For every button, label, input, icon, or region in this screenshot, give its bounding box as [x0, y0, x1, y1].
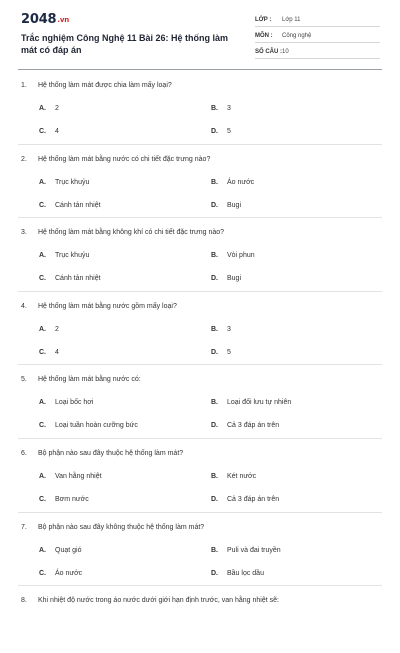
question-item — [0, 364, 400, 432]
option-text: Két nước — [227, 473, 257, 480]
option-letter: D. — [211, 275, 218, 283]
option-letter: C. — [39, 422, 46, 430]
option-letter: D. — [211, 201, 218, 209]
meta-label: LỚP : — [255, 17, 272, 23]
site-logo[interactable] — [21, 12, 69, 27]
answer-option[interactable] — [211, 275, 241, 282]
option-letter: D. — [211, 422, 218, 430]
answer-option[interactable] — [39, 252, 89, 259]
option-letter: A. — [39, 546, 46, 554]
answer-option[interactable] — [211, 252, 255, 259]
option-text: Quạt gió — [55, 546, 82, 554]
option-letter: C. — [39, 128, 46, 135]
meta-value: Lớp 11 — [282, 17, 301, 23]
option-letter: C. — [39, 348, 46, 356]
option-text: Áo nước — [227, 178, 255, 186]
question-number: 4. — [21, 302, 27, 310]
answer-option[interactable] — [211, 570, 264, 577]
question-divider — [18, 217, 382, 218]
question-text: Hệ thống làm mát được chia làm mấy loại? — [38, 82, 172, 89]
option-letter: B. — [211, 473, 218, 480]
question-text: Khi nhiệt độ nước trong áo nước dưới giới hạn định trước, van hằng nhiệt sẽ: — [38, 597, 279, 605]
option-text: Cánh tản nhiệt — [55, 275, 101, 283]
answer-option[interactable] — [39, 128, 59, 135]
option-letter: A. — [39, 473, 46, 480]
answer-option[interactable] — [211, 179, 254, 186]
option-letter: D. — [211, 348, 218, 356]
option-text: 2 — [55, 105, 59, 112]
option-letter: A. — [39, 399, 46, 407]
option-letter: D. — [211, 128, 218, 135]
question-divider — [18, 144, 382, 145]
option-letter: B. — [211, 399, 218, 407]
answer-option[interactable] — [39, 422, 138, 429]
question-number: 7. — [21, 523, 27, 531]
meta-value: Công nghệ — [282, 33, 312, 39]
logo-text: 2048 — [21, 12, 57, 27]
option-letter: B. — [211, 325, 218, 333]
option-text: Van hằng nhiệt — [55, 473, 102, 480]
question-number: 1. — [21, 82, 27, 89]
option-letter: A. — [39, 105, 46, 112]
option-letter: B. — [211, 546, 218, 554]
option-text: 5 — [227, 348, 231, 356]
answer-option[interactable] — [39, 547, 81, 554]
answer-option[interactable] — [211, 128, 231, 135]
option-letter: A. — [39, 252, 46, 260]
answer-option[interactable] — [39, 105, 59, 112]
option-text: 3 — [227, 325, 231, 333]
meta-class — [255, 14, 380, 27]
question-text: Bộ phận nào sau đây thuộc hệ thống làm mát? — [38, 450, 184, 457]
answer-option[interactable] — [39, 275, 101, 282]
option-letter: A. — [39, 178, 46, 186]
option-letter: C. — [39, 496, 46, 503]
question-text: Bộ phận nào sau đây không thuộc hệ thống làm mát? — [38, 523, 205, 531]
option-letter: C. — [39, 569, 46, 577]
meta-label: MÔN : — [255, 33, 273, 39]
meta-label: SỐ CÂU : — [255, 49, 282, 55]
answer-option[interactable] — [39, 349, 59, 356]
answer-option[interactable] — [211, 547, 281, 554]
option-text: Áo nước — [55, 569, 83, 577]
option-text: Vòi phun — [227, 252, 255, 260]
question-number: 2. — [21, 155, 27, 163]
logo-tld: .vn — [57, 16, 69, 24]
question-item — [0, 70, 400, 138]
document-title: Trắc nghiệm Công Nghệ 11 Bài 26: Hệ thống làm mát có đáp án — [21, 33, 229, 55]
meta-question-count — [255, 46, 380, 59]
question-number: 8. — [21, 597, 27, 605]
answer-option[interactable] — [211, 202, 241, 209]
option-text: Puli và đai truyền — [227, 546, 281, 554]
option-letter: C. — [39, 201, 46, 209]
answer-option[interactable] — [39, 202, 101, 209]
question-divider — [18, 291, 382, 292]
answer-option[interactable] — [211, 422, 279, 429]
option-text: Trục khuỷu — [55, 252, 90, 260]
option-text: Bugi — [227, 275, 242, 283]
option-letter: B. — [211, 178, 218, 186]
option-letter: D. — [211, 569, 218, 577]
answer-option[interactable] — [39, 496, 89, 503]
question-divider — [18, 364, 382, 365]
meta-value: 10 — [282, 49, 289, 55]
option-text: Bơm nước — [55, 496, 89, 503]
question-text: Hệ thống làm mát bằng nước có: — [38, 376, 141, 384]
question-item — [0, 512, 400, 580]
option-text: Bầu lọc dầu — [227, 569, 264, 577]
option-text: Cả 3 đáp án trên — [227, 496, 280, 503]
option-text: 4 — [55, 128, 59, 135]
option-letter: B. — [211, 252, 218, 260]
answer-option[interactable] — [211, 349, 231, 356]
answer-option[interactable] — [211, 399, 291, 406]
answer-option[interactable] — [211, 105, 231, 112]
option-text: 3 — [227, 105, 231, 112]
question-divider — [18, 512, 382, 513]
question-text: Hệ thống làm mát bằng không khí có chi tiết đặc trưng nào? — [38, 229, 225, 237]
option-text: Cánh tản nhiệt — [55, 201, 101, 209]
question-list — [0, 70, 400, 605]
answer-option[interactable] — [39, 399, 93, 406]
question-item — [0, 217, 400, 285]
answer-option[interactable] — [211, 473, 256, 480]
question-item — [0, 144, 400, 212]
option-letter: A. — [39, 325, 46, 333]
answer-option[interactable] — [39, 179, 89, 186]
meta-subject — [255, 30, 380, 43]
option-text: Trục khuỷu — [55, 178, 90, 186]
question-text: Hệ thống làm mát bằng nước có chi tiết đặc trưng nào? — [38, 155, 211, 163]
option-text: 5 — [227, 128, 231, 135]
question-text: Hệ thống làm mát bằng nước gồm mấy loại? — [38, 302, 177, 310]
option-text: Loại tuần hoàn cưỡng bức — [55, 422, 138, 430]
page-header — [0, 0, 400, 68]
question-number: 3. — [21, 229, 27, 237]
option-text: 2 — [55, 325, 59, 333]
option-text: 4 — [55, 348, 59, 356]
option-text: Cả 3 đáp án trên — [227, 422, 280, 430]
question-item — [0, 291, 400, 359]
question-divider — [18, 585, 382, 586]
question-number: 5. — [21, 376, 27, 384]
answer-option[interactable] — [39, 326, 59, 333]
option-text: Loại đối lưu tự nhiên — [227, 399, 292, 407]
question-number: 6. — [21, 450, 27, 457]
question-divider — [18, 438, 382, 439]
answer-option[interactable] — [39, 570, 82, 577]
option-text: Bugi — [227, 201, 242, 209]
answer-option[interactable] — [211, 496, 279, 503]
answer-option[interactable] — [211, 326, 231, 333]
option-letter: D. — [211, 496, 218, 503]
option-letter: C. — [39, 275, 46, 283]
question-item — [0, 438, 400, 506]
option-text: Loại bốc hơi — [55, 399, 94, 407]
answer-option[interactable] — [39, 473, 102, 480]
question-item — [0, 585, 400, 653]
option-letter: B. — [211, 105, 218, 112]
